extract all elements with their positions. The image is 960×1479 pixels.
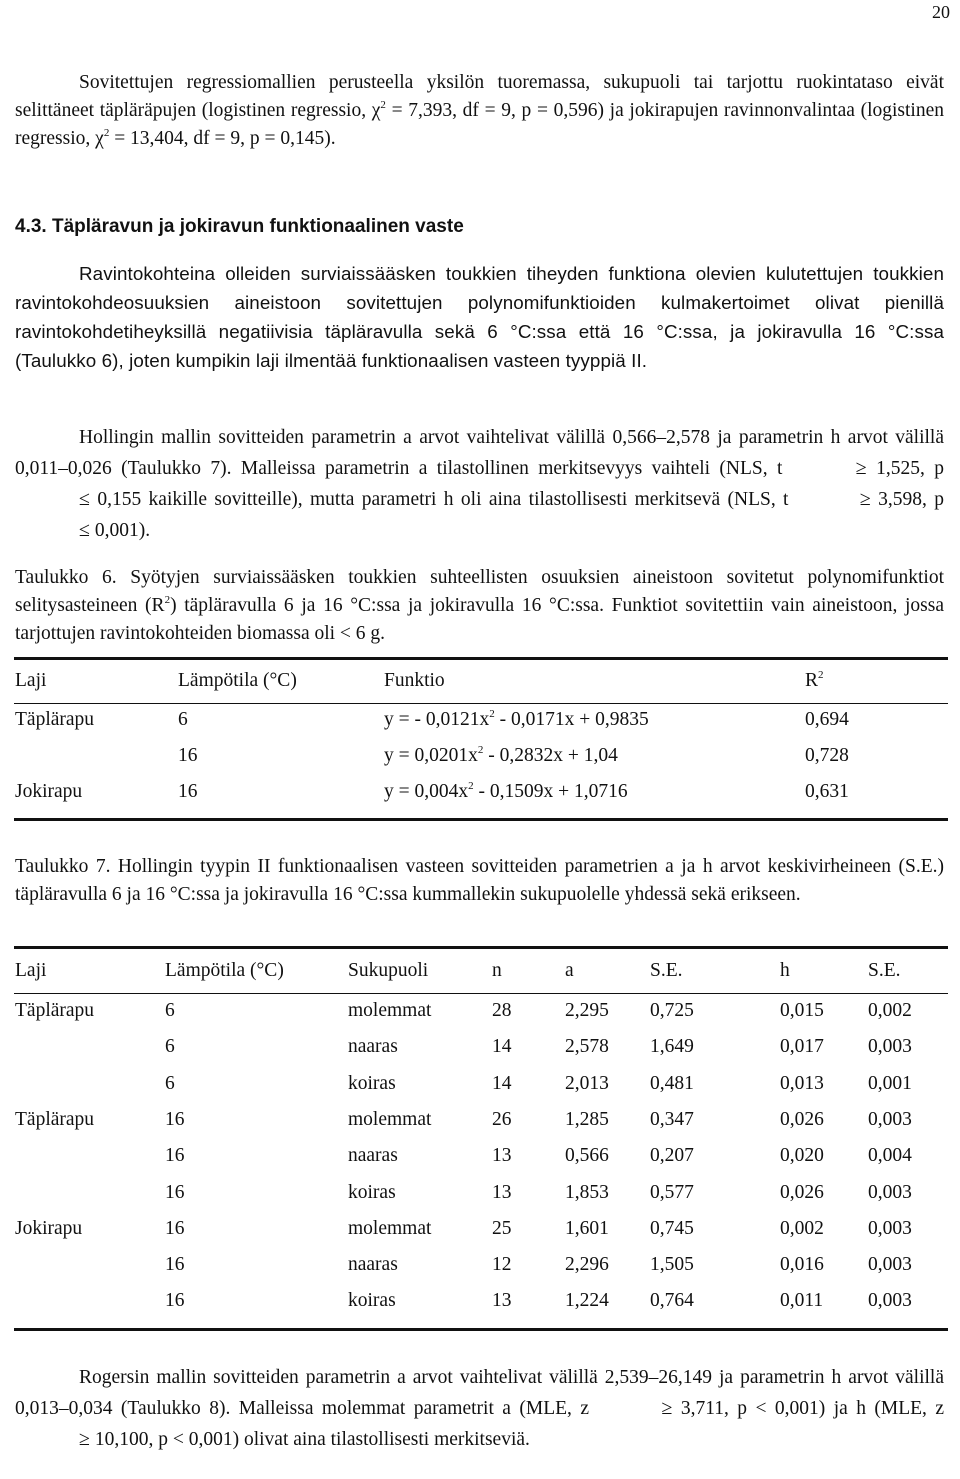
table6-cell-function: $y = 0,0201x^2 - 0,2832x + 1,04$ (384, 744, 618, 766)
table6-header-function: Funktio (384, 670, 445, 691)
table7-cell-a: 2,295 (565, 1000, 609, 1021)
table7-header-h: h (780, 960, 790, 981)
table7-header-n: n (492, 960, 502, 981)
table7-cell-se-h: 0,003 (868, 1254, 912, 1276)
table7-cell-se-a: 0,764 (650, 1290, 694, 1312)
table7-cell-n: 26 (492, 1108, 512, 1130)
table7-cell-n: 28 (492, 1000, 512, 1021)
table7-cell-temperature: 16 (165, 1217, 185, 1239)
table7-cell-se-h: 0,003 (868, 1290, 912, 1312)
table7-cell-temperature: 6 (165, 1000, 175, 1021)
table7-cell-temperature: 16 (165, 1181, 185, 1203)
paragraph-holling-results: Hollingin mallin sovitteiden parametrin a arvot vaihtelivat välillä 0,566–2,578 ja parametrin h arvot välillä 0,011–0,026 (Taulukko 7). Malleissa parametrin a tilastollinen merkitsevyys vaihteli (NLS, t ≥ 1,525, p ≤ 0,155 kaikille sovitteille), mutta parametri h oli aina tilastollisesti merkitsevä (NLS, t ≥ 3,598, p ≤ 0,001). (15, 427, 944, 541)
table7-header-temperature: Lämpötila (°C) (165, 960, 284, 981)
table7-cell-a: 2,013 (565, 1072, 609, 1094)
table7-cell-h: 0,026 (780, 1108, 824, 1130)
table7-cell-se-a: 0,347 (650, 1108, 694, 1130)
table6-cell-temp: 6 (178, 709, 188, 730)
table6-header-temperature: Lämpötila (°C) (178, 670, 297, 691)
table7-caption: Taulukko 7. Hollingin tyypin II funktionaalisen vasteen sovitteiden parametrien a ja h arvot keskivirheineen (S.E.) täpläravulla 6 ja 16 °C:ssa ja jokiravulla 16 °C:ssa kummallekin sukupuolelle yhdessä sekä erikseen. (15, 856, 944, 905)
table7-cell-sex: naaras (348, 1036, 398, 1058)
table7-header-se-a: S.E. (650, 960, 683, 981)
table7-cell-se-a: 0,207 (650, 1145, 694, 1167)
table7-cell-h: 0,016 (780, 1254, 824, 1276)
table7-cell-a: 1,853 (565, 1181, 609, 1203)
table6-cell-r2: 0,631 (805, 781, 849, 802)
table7-cell-a: 1,224 (565, 1290, 609, 1312)
table7-cell-a: 2,296 (565, 1254, 609, 1276)
table7-cell-n: 14 (492, 1036, 512, 1058)
table7-cell-sex: koiras (348, 1290, 396, 1312)
table7-cell-a: 1,601 (565, 1217, 609, 1239)
table7-header-sex: Sukupuoli (348, 960, 429, 981)
table6-cell-function: $y = 0,004x^2 - 0,1509x + 1,0716$ (384, 780, 628, 802)
table7-cell-sex: molemmat (348, 1217, 432, 1239)
table7-cell-temperature: 16 (165, 1108, 185, 1130)
table7-cell-h: 0,026 (780, 1181, 824, 1203)
table7-cell-temperature: 6 (165, 1036, 175, 1058)
table7-cell-temperature: 6 (165, 1072, 175, 1094)
table7-cell-se-a: 0,725 (650, 1000, 694, 1021)
table7-cell-a: 0,566 (565, 1145, 609, 1167)
table7-cell-sex: koiras (348, 1072, 396, 1094)
table7-cell-se-h: 0,003 (868, 1181, 912, 1203)
table7-cell-se-h: 0,001 (868, 1072, 912, 1094)
table6-cell-laji: Jokirapu (15, 781, 83, 802)
table7-cell-se-h: 0,003 (868, 1036, 912, 1058)
table7-cell-h: 0,002 (780, 1217, 824, 1239)
table6-caption: Taulukko 6. Syötyjen surviaissääsken toukkien suhteellisten osuuksien aineistoon sovitetut polynomifunktiot selitysasteineen $(R^2)$ täpläravulla 6 ja 16 °C:ssa ja jokiravulla 16 °C:ssa. Funktiot sovitettiin vain aineistoon, jossa tarjottujen ravintokohteiden biomassa oli < 6 g. (15, 567, 944, 644)
table7-cell-laji: Täplärapu (15, 1108, 95, 1130)
table6-bottom-rule (14, 818, 948, 821)
table7-cell-laji: Täplärapu (15, 1000, 95, 1021)
table7-bottom-rule (14, 1328, 948, 1331)
table6-cell-r2: 0,694 (805, 709, 849, 730)
table6-cell-temp: 16 (178, 781, 198, 802)
table7-cell-sex: naaras (348, 1254, 398, 1276)
table7-cell-h: 0,013 (780, 1072, 824, 1094)
page-number: 20 (932, 2, 950, 22)
table7-cell-h: 0,011 (780, 1290, 824, 1312)
table7-cell-n: 14 (492, 1072, 512, 1094)
table7-cell-se-h: 0,002 (868, 1000, 912, 1021)
table7-header-se-h: S.E. (868, 960, 901, 981)
paragraph-rogers-results: Rogersin mallin sovitteiden parametrin a arvot vaihtelivat välillä 2,539–26,149 ja parametrin h arvot välillä 0,013–0,034 (Taulukko 8). Malleissa molemmat parametrit a (MLE, z ≥ 3,711, p < 0,001) ja h (MLE, z ≥ 10,100, p < 0,001) olivat aina tilastollisesti merkitseviä. (15, 1367, 944, 1450)
table6-cell-function: y = - $0,0121x^2 - 0,0171x + 0,9835$ (384, 708, 649, 730)
table7-header-a: a (565, 960, 574, 981)
table6-cell-temp: 16 (178, 745, 198, 766)
table7-cell-h: 0,015 (780, 1000, 824, 1021)
table7-header-rule (14, 993, 948, 994)
table7-cell-se-a: 0,481 (650, 1072, 694, 1094)
table7-cell-n: 13 (492, 1181, 512, 1203)
table7-cell-sex: molemmat (348, 1108, 432, 1130)
table7-cell-temperature: 16 (165, 1254, 185, 1276)
table7-cell-sex: koiras (348, 1181, 396, 1203)
table6-cell-laji: Täplärapu (15, 709, 95, 730)
table6-header-rule (14, 703, 948, 704)
table7-cell-n: 13 (492, 1290, 512, 1312)
table6-header-laji: Laji (15, 670, 47, 691)
table7-cell-a: 2,578 (565, 1036, 609, 1058)
table7-cell-se-a: 0,577 (650, 1181, 694, 1203)
table7-cell-n: 25 (492, 1217, 512, 1239)
table7-cell-sex: naaras (348, 1145, 398, 1167)
table7-top-rule (14, 946, 948, 949)
paragraph-regression-results: Sovitettujen regressiomallien perusteella yksilön tuoremassa, sukupuoli tai tarjottu ruokintataso eivät selittäneet täpläräpujen (logistinen regressio, $\chi^2 = 7,393$, df = 9, p = 0,596) ja jokirapujen ravinnonvalintaa (logistinen regressio, $\chi^2 = 13,404$, df = 9, p = 0,145). (15, 72, 944, 149)
table6-header-r2: $R^2$ (805, 669, 824, 691)
table7-cell-sex: molemmat (348, 1000, 432, 1021)
table7-cell-n: 12 (492, 1254, 512, 1276)
table7-cell-se-a: 1,649 (650, 1036, 694, 1058)
table7-cell-temperature: 16 (165, 1290, 185, 1312)
table7-cell-n: 13 (492, 1145, 512, 1167)
table7-cell-se-a: 0,745 (650, 1217, 694, 1239)
table6-top-rule (14, 657, 948, 660)
table6-cell-r2: 0,728 (805, 745, 849, 766)
table7-cell-a: 1,285 (565, 1108, 609, 1130)
table7-cell-laji: Jokirapu (15, 1217, 83, 1239)
table7-cell-se-h: 0,003 (868, 1217, 912, 1239)
table7-cell-h: 0,020 (780, 1145, 824, 1167)
paragraph-functional-response: Ravintokohteina olleiden surviaissääsken toukkien tiheyden funktiona olevien kulutettujen toukkien ravintokohdeosuuksien aineistoon sovitettujen polynomifunktioiden kulmakertoimet olivat pienillä ravintokohdetiheyksillä negatiivisia täpläravulla sekä 6 °C:ssa että 16 °C:ssa, ja jokiravulla 16 °C:ssa (Taulukko 6), joten kumpikin laji ilmentää funktionaalisen vasteen tyyppiä II. (15, 263, 944, 371)
table7-cell-se-a: 1,505 (650, 1254, 694, 1276)
table7-header-laji: Laji (15, 960, 47, 981)
table7-cell-temperature: 16 (165, 1145, 185, 1167)
table7-cell-h: 0,017 (780, 1036, 824, 1058)
table7-cell-se-h: 0,004 (868, 1145, 912, 1167)
table7-cell-se-h: 0,003 (868, 1108, 912, 1130)
section-heading: 4.3. Täpläravun ja jokiravun funktionaalinen vaste (15, 216, 464, 237)
